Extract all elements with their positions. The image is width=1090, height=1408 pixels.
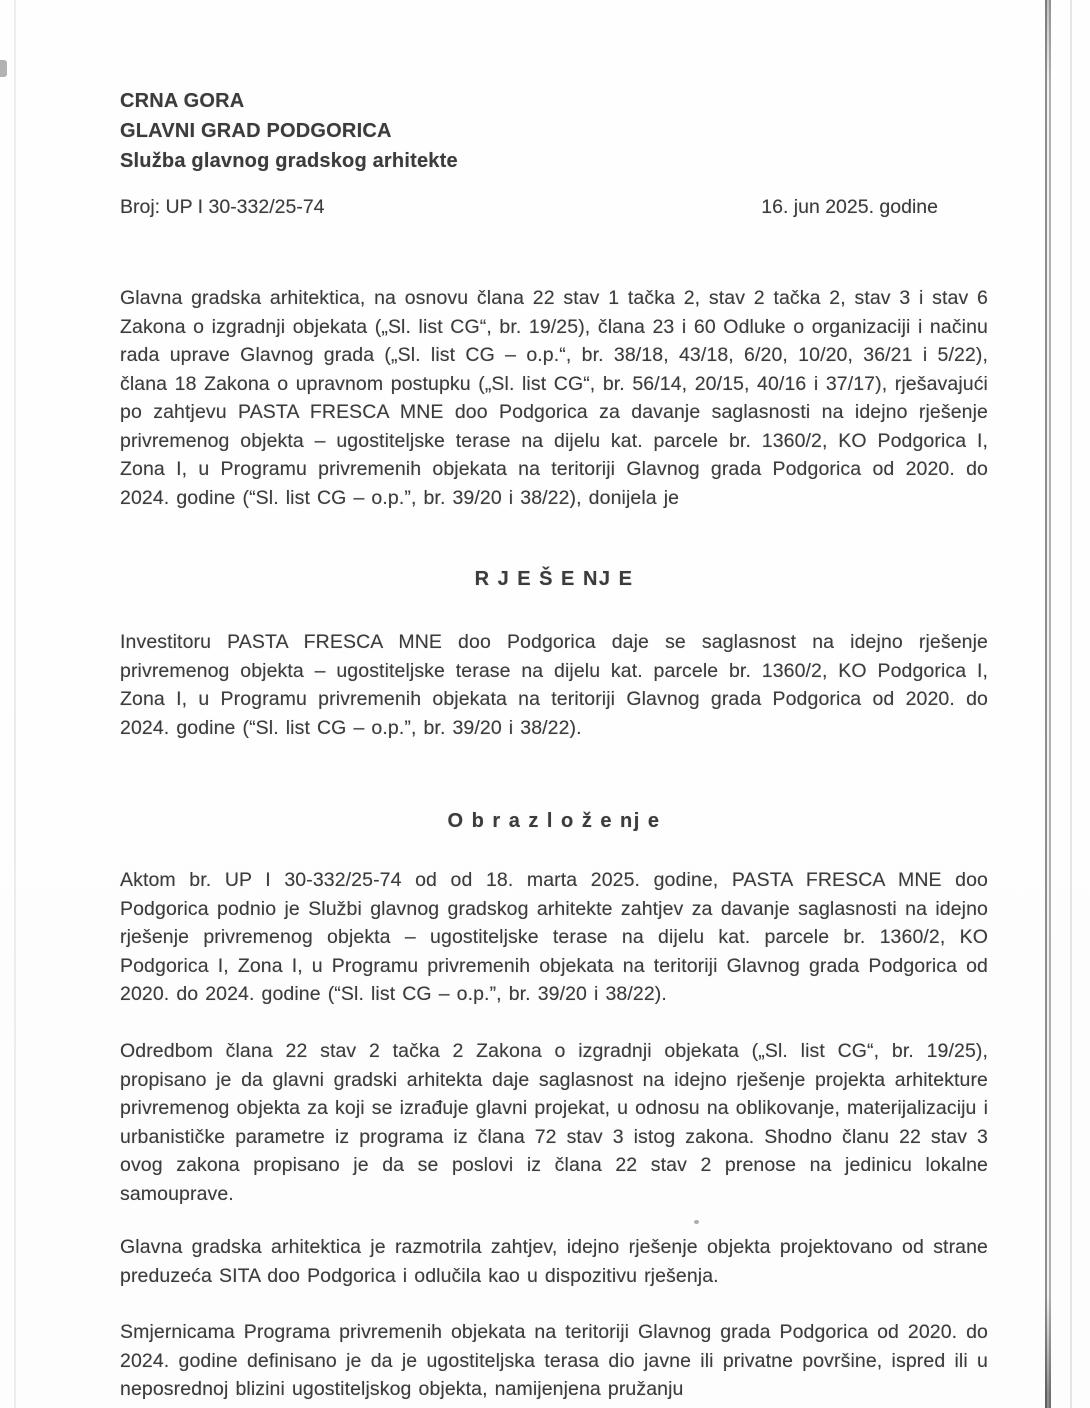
intro-paragraph: Glavna gradska arhitektica, na osnovu člana 22 stav 1 tačka 2, stav 2 tačka 2, stav 3 i stav 6 Zakona o izgradnji objekata („Sl. list CG“, br. 19/25), člana 23 i 60 Odluke o organizaciji i načinu rada uprave Glavnog grada („Sl. list CG – o.p.“, br. 38/18, 43/18, 6/20, 10/20, 36/21 i 5/22), člana 18 Zakona o upravnom postupku („Sl. list CG“, br. 56/14, 20/15, 40/16 i 37/17), rješavajući po zahtjevu PASTA FRESCA MNE doo Podgorica za davanje saglasnosti na idejno rješenje privremenog objekta – ugostiteljske terase na dijelu kat. parcele br. 1360/2, KO Podgorica I, Zona I, u Programu privremenih objekata na teritoriji Glavnog grada Podgorica od 2020. do 2024. godine (“Sl. list CG – o.p.”, br. 39/20 i 38/22), donijela je bbox=[120, 287, 988, 509]
issuer-department: Služba glavnog gradskog arhitekte bbox=[120, 150, 458, 172]
explanation-paragraph: Smjernicama Programa privremenih objekata na teritoriji Glavnog grada Podgorica od 2020. do 2024. godine definisano je da je ugostiteljska terasa dio javne ili privatne površine, ispred ili u neposrednoj blizini ugostiteljskog objekta, namijenjena pružanju bbox=[120, 1321, 988, 1400]
decision-heading: R J E Š E NJ E bbox=[474, 568, 634, 590]
explanation-paragraph: Odredbom člana 22 stav 2 tačka 2 Zakona o izgradnji objekata („Sl. list CG“, br. 19/25), propisano je da glavni gradski arhitekta daje saglasnost na idejno rješenje projekta arhitekture privremenog objekta za koji se izrađuje glavni projekat, u odnosu na oblikovanje, materijalizaciju i urbanističke parametre iz programa iz člana 72 stav 3 istog zakona. Shodno članu 22 stav 3 ovog zakona propisano je da se poslovi iz člana 22 stav 2 prenose na jedinicu lokalne samouprave. bbox=[120, 1040, 988, 1205]
letterhead bbox=[120, 86, 988, 176]
explanation-paragraph-1-wrap bbox=[120, 866, 988, 1009]
scan-notch-artifact bbox=[0, 60, 7, 77]
scan-edge-line-right-faint bbox=[1070, 0, 1072, 1408]
issuer-city: GLAVNI GRAD PODGORICA bbox=[120, 120, 392, 142]
explanation-paragraph-3-wrap bbox=[120, 1233, 988, 1290]
intro-section bbox=[120, 284, 988, 512]
scan-speck-artifact bbox=[694, 1220, 699, 1224]
explanation-paragraph: Glavna gradska arhitektica je razmotrila zahtjev, idejno rješenje objekta projektovano od strane preduzeća SITA doo Podgorica i odlučila kao u dispozitivu rješenja. bbox=[120, 1236, 988, 1287]
explanation-heading: O b r a z l o ž e nj e bbox=[447, 810, 661, 832]
decision-section bbox=[120, 628, 988, 742]
case-number: Broj: UP I 30-332/25-74 bbox=[120, 196, 325, 218]
scan-edge-line-left bbox=[14, 0, 16, 1408]
scan-edge-line-right-shade bbox=[1045, 0, 1051, 1408]
decision-paragraph: Investitoru PASTA FRESCA MNE doo Podgorica daje se saglasnost na idejno rješenje privremenog objekta – ugostiteljske terase na dijelu kat. parcele br. 1360/2, KO Podgorica I, Zona I, u Programu privremenih objekata na teritoriji Glavnog grada Podgorica od 2020. do 2024. godine (“Sl. list CG – o.p.”, br. 39/20 i 38/22). bbox=[120, 631, 988, 739]
explanation-paragraph-4-wrap bbox=[120, 1318, 988, 1404]
issuer-country: CRNA GORA bbox=[120, 90, 245, 112]
case-date: 16. jun 2025. godine bbox=[761, 196, 938, 218]
explanation-paragraph: Aktom br. UP I 30-332/25-74 od od 18. marta 2025. godine, PASTA FRESCA MNE doo Podgorica podnio je Službi glavnog gradskog arhitekte zahtjev za davanje saglasnosti na idejno rješenje privremenog objekta – ugostiteljske terase na dijelu kat. parcele br. 1360/2, KO Podgorica I, Zona I, u Programu privremenih objekata na teritoriji Glavnog grada Podgorica od 2020. do 2024. godine (“Sl. list CG – o.p.”, br. 39/20 i 38/22). bbox=[120, 869, 988, 1005]
reference-row bbox=[120, 196, 988, 219]
explanation-paragraph-2-wrap bbox=[120, 1037, 988, 1208]
